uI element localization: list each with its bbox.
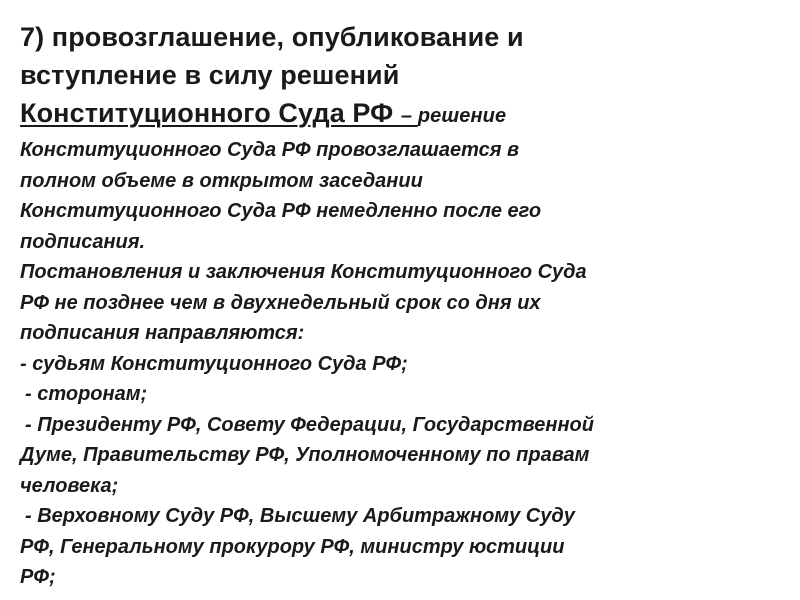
body-line-3: Конституционного Суда РФ немедленно после его (20, 200, 542, 222)
list-item-president-cont-2: человека; (20, 474, 119, 497)
heading-italic-lead: решение (417, 105, 507, 127)
list-item-judges: - судьям Конституционного Суда РФ; (20, 352, 408, 375)
body-line-1: Конституционного Суда РФ провозглашается в (20, 139, 520, 161)
heading-line-3 (20, 94, 790, 135)
body-line-6: РФ не позднее чем в двухнедельный срок со дня их (20, 291, 541, 314)
heading-court-name: Конституционного Суда РФ (20, 98, 401, 128)
body-line-2: полном объеме в открытом заседании (20, 169, 423, 192)
body-line-4: подписания. (20, 230, 146, 253)
list-item-president-cont-1: Думе, Правительству РФ, Уполномоченному по правам (20, 444, 590, 466)
list-item-supreme-court: - Верховному Суду РФ, Высшему Арбитражному Суду (25, 505, 575, 527)
list-item-president: - Президенту РФ, Совету Федерации, Государственной (25, 413, 594, 436)
list-item-supreme-court-cont-2: РФ; (20, 566, 56, 588)
heading-line-2: вступление в силу решений (20, 60, 400, 90)
heading-line-1: 7) провозглашение, опубликование и (20, 22, 524, 52)
body-line-7: подписания направляются: (20, 322, 305, 344)
heading-dash: – (400, 105, 418, 127)
slide-content (20, 18, 790, 593)
list-item-parties: - сторонам; (25, 383, 148, 405)
body-line-5: Постановления и заключения Конституционного Суда (20, 261, 587, 283)
list-item-supreme-court-cont-1: РФ, Генеральному прокурору РФ, министру юстиции (20, 535, 565, 558)
